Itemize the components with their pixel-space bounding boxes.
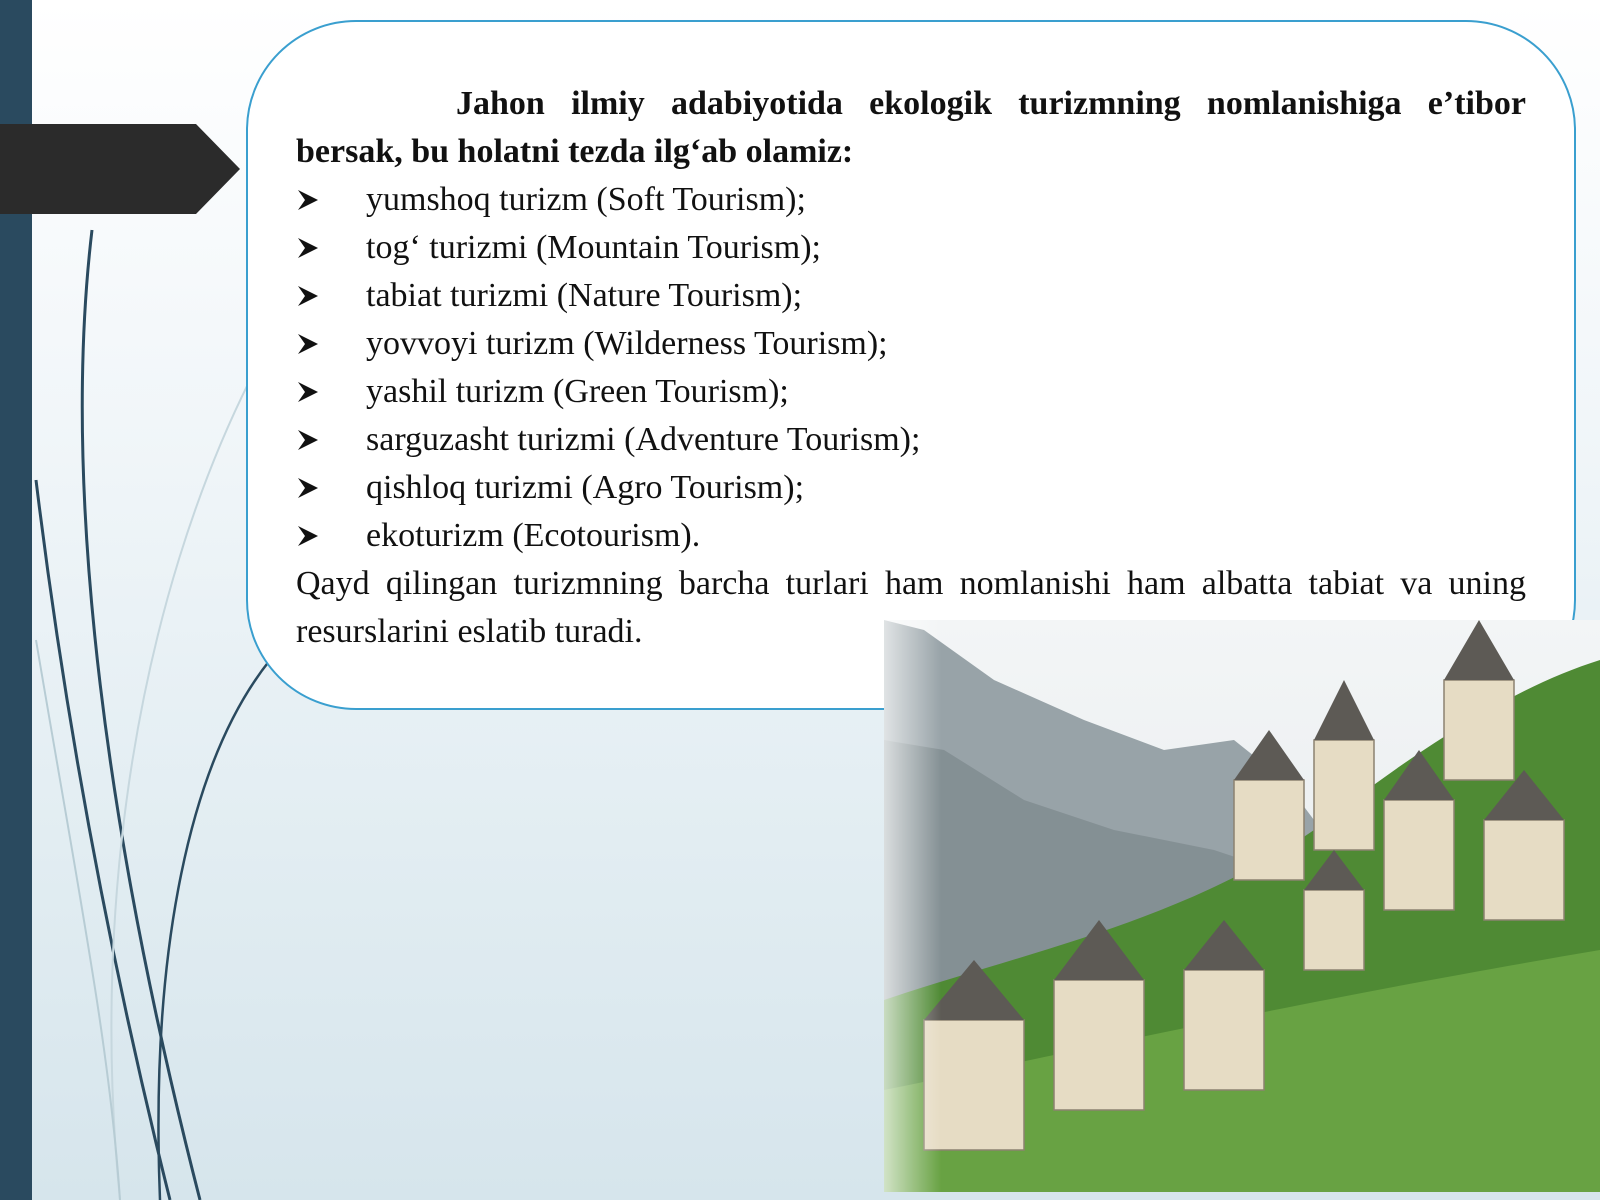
list-item: [296, 224, 1526, 272]
list-item: [296, 416, 1526, 464]
arrowhead-bullet-icon: [296, 524, 366, 548]
conclusion-paragraph: Qayd qilingan turizmning barcha turlari ham nomlanishi ham albatta tabiat va uning resurslarini eslatib turadi.: [296, 565, 1526, 650]
list-item-text: qishloq turizmi (Agro Tourism);: [366, 469, 805, 506]
list-item: [296, 464, 1526, 512]
list-item: [296, 512, 1526, 560]
list-item: [296, 176, 1526, 224]
arrowhead-bullet-icon: [296, 284, 366, 308]
list-item-text: tog‘ turizmi (Mountain Tourism);: [366, 229, 821, 266]
slide-text: [296, 80, 1526, 656]
list-item: [296, 320, 1526, 368]
arrowhead-bullet-icon: [296, 188, 366, 212]
arrowhead-bullet-icon: [296, 380, 366, 404]
arrowhead-bullet-icon: [296, 332, 366, 356]
arrowhead-bullet-icon: [296, 428, 366, 452]
arrowhead-bullet-icon: [296, 476, 366, 500]
list-item: [296, 272, 1526, 320]
arrowhead-bullet-icon: [296, 236, 366, 260]
intro-paragraph: Jahon ilmiy adabiyotida ekologik turizmning nomlanishiga e’tibor bersak, bu holatni tezda ilg‘ab olamiz:: [296, 85, 1526, 170]
list-item: [296, 368, 1526, 416]
list-item-text: tabiat turizmi (Nature Tourism);: [366, 277, 803, 314]
arrow-tab-shape: [0, 124, 240, 214]
tourism-type-list: [296, 176, 1526, 560]
list-item-text: ekoturizm (Ecotourism).: [366, 517, 701, 554]
mountain-village-photo: [884, 620, 1600, 1192]
list-item-text: yovvoyi turizm (Wilderness Tourism);: [366, 325, 888, 362]
list-item-text: yumshoq turizm (Soft Tourism);: [366, 181, 806, 218]
list-item-text: yashil turizm (Green Tourism);: [366, 373, 789, 410]
list-item-text: sarguzasht turizmi (Adventure Tourism);: [366, 421, 921, 458]
